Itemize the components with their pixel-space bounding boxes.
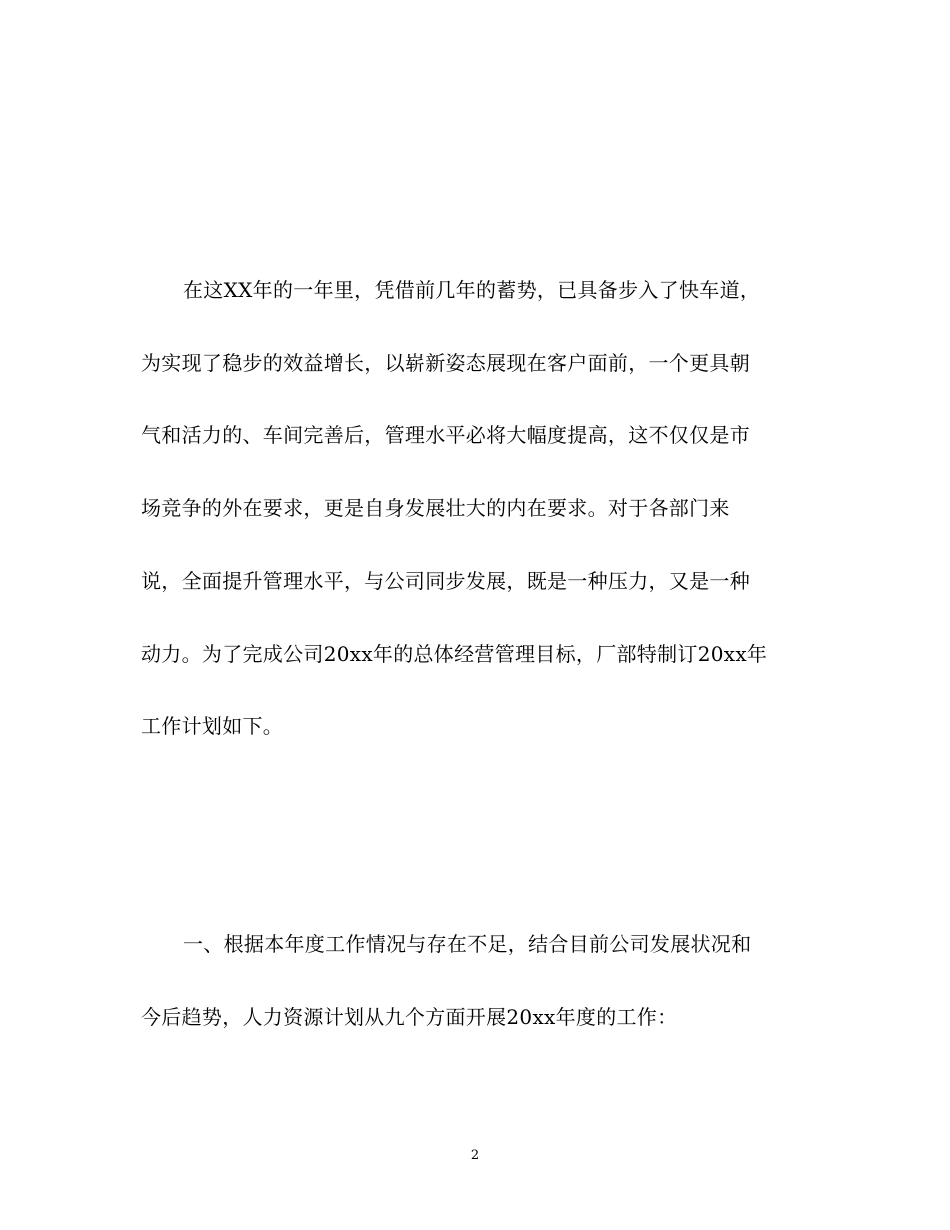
paragraph-2-line-1: 一、根据本年度工作情况与存在不足，结合目前公司发展状况和	[183, 932, 752, 956]
paragraph-1-line-7: 工作计划如下。	[141, 714, 284, 738]
paragraph-1-line-4: 场竞争的外在要求，更是自身发展壮大的内在要求。对于各部门来	[141, 496, 730, 520]
paragraph-1-line-2: 为实现了稳步的效益增长，以崭新姿态展现在客户面前，一个更具朝	[141, 351, 750, 375]
paragraph-2-line-2: 今后趋势，人力资源计划从九个方面开展20xx年度的工作：	[141, 1005, 678, 1029]
paragraph-1-line-3: 气和活力的、车间完善后，管理水平必将大幅度提高，这不仅仅是市	[141, 423, 750, 447]
paragraph-1-line-1: 在这XX年的一年里，凭借前几年的蓄势，已具备步入了快车道，	[183, 278, 761, 302]
page-number: 2	[470, 1148, 480, 1163]
paragraph-1-line-6: 动力。为了完成公司20xx年的总体经营管理目标，厂部特制订20xx年	[141, 642, 768, 666]
paragraph-1-line-5: 说，全面提升管理水平，与公司同步发展，既是一种压力，又是一种	[141, 569, 750, 593]
